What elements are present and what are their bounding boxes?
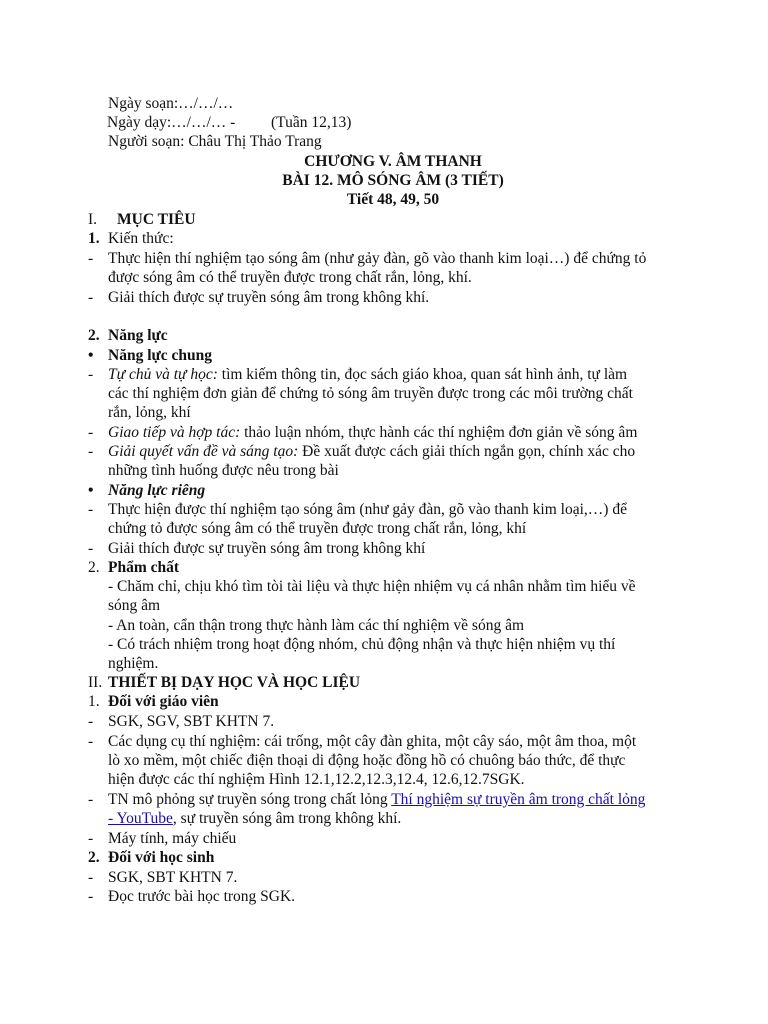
list-dash: -: [88, 869, 94, 886]
ngay-soan: Ngày soạn:…/…/…: [108, 95, 234, 112]
subheading-pham-chat: Phẩm chất: [108, 559, 180, 576]
item-text: Đề xuất được cách giải thích ngắn gọn, chính xác cho: [298, 443, 636, 460]
subheading-nang-luc-rieng: Năng lực riêng: [108, 482, 206, 499]
list-dash: -: [88, 888, 94, 905]
nguoi-soan: Người soạn: Châu Thị Thảo Trang: [108, 133, 322, 150]
section-number-i: I.: [88, 211, 98, 228]
subheading-nang-luc: Năng lực: [108, 327, 168, 344]
section-heading-thiet-bi: THIẾT BỊ DẠY HỌC VÀ HỌC LIỆU: [108, 674, 361, 691]
list-item: Đọc trước bài học trong SGK.: [108, 888, 296, 905]
list-number: 1.: [88, 230, 100, 247]
list-item: những tình huống được nêu trong bài: [108, 462, 339, 479]
list-item: [108, 423, 637, 442]
list-item: các thí nghiệm đơn giản để chứng tỏ sóng âm truyền được trong các môi trường chất: [108, 385, 633, 402]
list-dash: -: [88, 443, 94, 460]
list-item: [108, 809, 401, 828]
list-item: Các dụng cụ thí nghiệm: cái trống, một cây đàn ghita, một cây sáo, một âm thoa, một: [108, 733, 637, 750]
list-item: SGK, SGV, SBT KHTN 7.: [108, 713, 275, 730]
item-text: TN mô phỏng sự truyền sóng trong chất lỏng: [108, 791, 392, 808]
item-text: tìm kiếm thông tin, đọc sách giáo khoa, quan sát hình ảnh, tự làm: [217, 366, 628, 383]
youtube-link-continued[interactable]: - YouTube: [108, 810, 173, 827]
list-number: 2.: [88, 559, 100, 576]
list-dash: -: [88, 250, 94, 267]
list-dash: -: [88, 424, 94, 441]
period-title: Tiết 48, 49, 50: [346, 191, 440, 208]
subheading-hoc-sinh: Đối với học sinh: [108, 849, 215, 866]
section-number-ii: II.: [88, 674, 103, 691]
section-heading-muc-tieu: MỤC TIÊU: [117, 211, 196, 228]
item-label: Giao tiếp và hợp tác:: [108, 424, 241, 441]
list-dash: -: [88, 366, 94, 383]
list-item: [108, 442, 635, 461]
list-dash: -: [88, 501, 94, 518]
subheading-giao-vien: Đối với giáo viên: [108, 693, 219, 710]
list-dash: -: [88, 791, 94, 808]
list-item: - Chăm chỉ, chịu khó tìm tòi tài liệu và thực hiện nhiệm vụ cá nhân nhằm tìm hiểu về: [108, 578, 636, 595]
list-item: - An toàn, cẩn thận trong thực hành làm các thí nghiệm về sóng âm: [108, 617, 525, 634]
list-dash: -: [88, 830, 94, 847]
list-item: [108, 790, 645, 809]
item-label: Giải quyết vấn đề và sáng tạo:: [108, 443, 299, 460]
list-bullet: •: [88, 347, 94, 364]
item-label: Tự chủ và tự học:: [108, 366, 218, 383]
subheading-nang-luc-chung: Năng lực chung: [108, 347, 213, 364]
list-item: lò xo mềm, một chiếc điện thoại di động hoặc đồng hồ có chuông báo thức, để thực: [108, 752, 626, 769]
list-item: nghiệm.: [108, 655, 159, 672]
list-number: 2.: [88, 327, 100, 344]
list-item: Giải thích được sự truyền sóng âm trong không khí: [108, 540, 426, 557]
list-item: [108, 365, 627, 384]
list-item: Máy tính, máy chiếu: [108, 830, 237, 847]
list-item: chứng tỏ được sóng âm có thể truyền được trong chất rắn, lỏng, khí: [108, 520, 527, 537]
item-text: , sự truyền sóng âm trong không khí.: [172, 810, 402, 827]
list-item: hiện được các thí nghiệm Hình 12.1,12.2,12.3,12.4, 12.6,12.7SGK.: [108, 771, 525, 788]
subheading-kien-thuc: Kiến thức:: [108, 230, 174, 247]
list-number: 1.: [88, 693, 100, 710]
list-dash: -: [88, 733, 94, 750]
chapter-title: CHƯƠNG V. ÂM THANH: [304, 153, 482, 170]
list-dash: -: [88, 540, 94, 557]
list-number: 2.: [88, 849, 100, 866]
ngay-day: Ngày dạy:…/…/… -: [107, 114, 236, 131]
list-dash: -: [88, 713, 94, 730]
lesson-title: BÀI 12. MÔ SÓNG ÂM (3 TIẾT): [282, 172, 504, 189]
list-item: Thực hiện thí nghiệm tạo sóng âm (như gảy đàn, gõ vào thanh kim loại…) để chứng tỏ: [108, 250, 647, 267]
list-item: được sóng âm có thể truyền được trong chất rắn, lỏng, khí.: [108, 269, 472, 286]
list-bullet: •: [88, 482, 94, 499]
list-item: - Có trách nhiệm trong hoạt động nhóm, chủ động nhận và thực hiện nhiệm vụ thí: [108, 636, 616, 653]
list-item: Giải thích được sự truyền sóng âm trong không khí.: [108, 289, 430, 306]
item-text: thảo luận nhóm, thực hành các thí nghiệm đơn giản về sóng âm: [240, 424, 638, 441]
list-dash: -: [88, 289, 94, 306]
tuan: (Tuần 12,13): [271, 114, 352, 131]
list-item: rắn, lỏng, khí: [108, 404, 191, 421]
list-item: SGK, SBT KHTN 7.: [108, 869, 238, 886]
list-item: sóng âm: [108, 597, 161, 614]
youtube-link[interactable]: Thí nghiệm sự truyền âm trong chất lỏng: [391, 791, 646, 808]
list-item: Thực hiện được thí nghiệm tạo sóng âm (như gảy đàn, gõ vào thanh kim loại,…) để: [108, 501, 627, 518]
